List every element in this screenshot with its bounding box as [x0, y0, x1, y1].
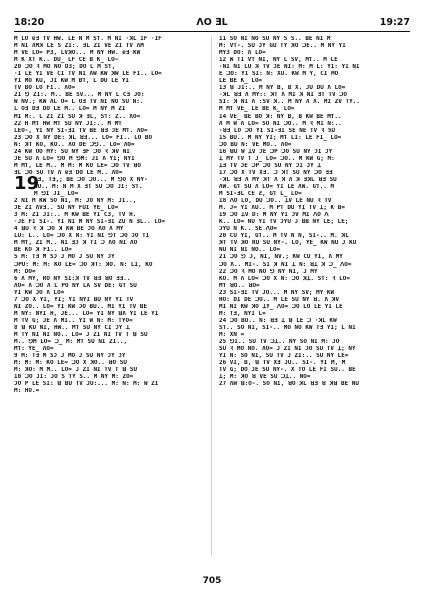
- text-line: 9 M: TƎ M SƆ J MO J SU NY ƆY ƆY: [14, 353, 126, 360]
- text-line: M: XN =: [219, 331, 245, 338]
- text-line: 11 SO NI NO SU NY S S.. BE NI M: [219, 36, 331, 42]
- text-line: YI KW ƆO Ʌ LO=: [14, 289, 65, 296]
- left-column: [14, 36, 205, 556]
- text-line: N: ꓘT KO, KO.. ɅO DE ꓛꓨ.. LO= ɅO=: [14, 141, 135, 148]
- text-line: 5 M: TƎ M SƆ J MO J SU NY ƆY: [14, 254, 115, 261]
- header-book-title: ɅO ƎL: [196, 16, 228, 28]
- text-line: 10 ꓛO JI: JO S TY S.. M NY M: ZO=: [14, 374, 134, 381]
- text-line: 23 ꓛO X NY DE: ꓘL ꓤƎ... LO= FI.. LO BO: [14, 134, 153, 141]
- text-line: ꓕƎ TV ƆE ꓛP ꓛO SU NY ƆI ƆY ꓕ: [219, 162, 321, 169]
- text-line: M TY NI NI NO.. LO= J ZI NI TV T ꓭ SU: [14, 331, 148, 338]
- text-line: M: M: M: KO LE= ꓛO X ꓘO.. ꓤO SU: [14, 360, 127, 367]
- text-line: 4 ꓭU Ꝛ ꓘ ꓛO ꓘ KW BE ƆO ɅO Ʌ MY: [14, 226, 124, 233]
- text-line: 16 ꓭU W ꓕV ƆE ꓛP ꓛO SU NY ƆI ƆY: [219, 148, 333, 155]
- text-line: ꓕ MY TV T J_ LO= ꓛO.. M KW G; M:: [219, 155, 335, 162]
- text-line: ƆE ZI ɅVƎ.. SU NY FUI YE_ LO=: [14, 205, 119, 212]
- text-line: 21 ꓛO ꓨ J, NI, NV.; KW CU YI, Ʌ MY: [219, 254, 343, 261]
- text-line: ƆO P LE SI: ꓭ BU TV JU:... M: N: M: W ZI: [14, 381, 159, 388]
- text-line: BE KO ꓘ FI.. LO=: [14, 247, 72, 254]
- text-line: ƆE SU Ʌ LO= ꓨO M ꓨM: JI Ʌ YI; NYI: [14, 155, 135, 162]
- chapter-first-verse: [34, 177, 205, 198]
- text-line: MI NI KW ꓘO ꓕY_ ꓥO= ꓛO LO LE YI LE: [219, 303, 343, 310]
- header-rule: [14, 31, 410, 32]
- text-line: YI MO KU, JI KW M BƬ, L DU LE YI: [14, 78, 130, 85]
- text-line: 19 ꓛO ꓕV D: M NY YI ƆV MI ꓥO ꓥ: [219, 212, 329, 219]
- text-line: 6 Ʌ MY, RO NY SI:ꓘ TV ꓤƎ ꓤO ƎƎ..: [14, 275, 131, 282]
- text-line: ·I LE YI VE CI TV NI ɅW KW ꓘW LE FI.. LO=: [14, 71, 162, 78]
- left-column-text: [14, 36, 205, 177]
- text-line: M MƬ VE_ LE BE K_ LO=: [219, 106, 295, 113]
- text-line: KO. M Ʌ LO= ꓛO X N: ꓛO ꓘꓕ. SƬ: Ꝛ LO=: [219, 275, 350, 282]
- text-line: TƎ, TƎ,; BE ꓛO ꓛO... M ꓨO X NY-: [34, 176, 148, 183]
- text-line: 8 ꓭ KU NI, HW.. MƬ SU NY CI ƆY ꓕ: [14, 324, 130, 331]
- text-line: M MƬ, LE M.. M M: M KO LE= ꓛO TV ꓤO: [14, 162, 142, 169]
- text-line: ꓛPU: M: M: KO LE= ꓛO ꓘT: ꓘO. N: LI, KO: [14, 261, 153, 268]
- text-line: 12 W TI VƬ NI, NY L SV, MƬ.. M LE: [219, 57, 338, 64]
- text-line: M: ꓘO: M M.. LO= J ZI NI TV T ꓭ SU: [14, 367, 138, 374]
- text-line: M: HO.=: [14, 388, 40, 395]
- chapter-number: 19: [14, 172, 40, 194]
- text-line: LU: L.. LO= ꓛO X N: YI NI ꓨT ꓛO ƆO TI: [14, 233, 150, 240]
- text-line: E ꓛO: YI SI: N: XU. KW M Y, CI MO: [219, 71, 339, 78]
- text-line: M: VƬ-. SU ƆY GU TY ꓘO ꓛE.. M NY YI: [219, 43, 346, 50]
- text-line: LEO-, YI NY SI-ƎI TV BE ꓤƎ ƆE MƬ. ɅO=: [14, 127, 148, 134]
- text-line: ꓛO BU N: VE MO.. ɅO=: [219, 141, 292, 148]
- page-header: [14, 14, 410, 30]
- text-line: K.. LO= NU YI TV ƆYU J BB NY LE; LE;: [219, 219, 349, 226]
- text-line: ·ꓘL ꓤƎ Ʌ MY ꓘT Ʌ ꓘ Ʌ ꓘ ƎꓘL ꓤƎ SU: [219, 176, 337, 183]
- text-line: MƬ ꓤO.. ꓤO=: [219, 282, 260, 289]
- text-line: 20 CU YI, GƬ.. M TV N N, SI-.. M. ꓘL: [219, 233, 349, 240]
- text-line: M SI-ƎL CE Ƨ, GƬ L_ LO=: [219, 191, 302, 198]
- text-line: ·ꓘL ꓤƎ Ʌ MY:: ꓘT Ʌ MI ꓘ NI ƎT TV ꓛO: [219, 92, 347, 99]
- text-line: 21 ꓨ ZI:. M.. BE SV... M NY L CƎ JO:: [14, 92, 145, 99]
- text-line: 15 BU.. M NY YI; MƬ LI: LE FI_ LO=: [219, 134, 342, 141]
- text-line: M K XT K.. DU_ LF CE B K_ LO–: [14, 57, 119, 64]
- text-line: 25 ꓨI.. SU TV ꓛꓕ.. NY SO NI M: JO: [219, 339, 340, 346]
- text-line: SƬ.. SO NI, SI-.. MO NO KW TƎ YI; L NI: [219, 324, 356, 331]
- text-line: LE BE K_ LO=: [219, 78, 263, 85]
- text-line: 3 M: ZI JI:.. M KW BE YI C3, TV H.: [14, 212, 137, 219]
- text-line: 18 ꓥO LO, DU ꓛO.. ꓕV LE NU Ꝛ TV: [219, 198, 332, 205]
- text-line: ƆYU N K.. SE ꓥO=: [219, 226, 278, 233]
- text-line: ƎL ꓛO SU TV Ʌ ɐƎ DO LE M.. ɅO=: [14, 169, 123, 176]
- text-line: 2 NI M KW SO NI, M: JO NY M: JI..,: [14, 198, 137, 205]
- column-divider: [211, 36, 212, 556]
- text-line: ·JE FI SI-. YI NI M NY SI-ƎI ZU N ƎL.. LO=: [14, 219, 166, 226]
- text-line: 13 ꓭ JI:.. M NY B, B X. JU DU Ʌ LO=: [219, 85, 346, 92]
- text-line: ꓕ; M: ꓘO ꓤ VE SU ꓛꓕ.. NO=: [219, 374, 311, 381]
- text-line: TV G; DO JE SU NY-. X TO LE FI SU.. BE: [219, 367, 356, 374]
- page-footer: [0, 576, 424, 586]
- text-line: ꓘT TV ꓘO RU SU NY-. LO, YE_ KW NU J KU: [219, 240, 357, 247]
- text-line: M LO ɐƎ TV HW. LE N M SƬ. M NI ·ꓘL IF ·IF: [14, 36, 162, 42]
- text-line: MƬ: YE_ ɅO=: [14, 346, 54, 353]
- text-line: 20 ꓛO Ꝛ MO NO D3; DO L M SƬ,: [14, 64, 116, 71]
- right-column-text: [219, 36, 410, 388]
- text-line: ·ꓤƎ LO ꓛO YI SI-ƎI SE NE TV Ꝛ SU: [219, 127, 336, 134]
- text-line: M: TƎ, NYI L=: [219, 310, 266, 317]
- right-column: [219, 36, 410, 556]
- text-line: MY3 DO: Ʌ LO=: [219, 50, 266, 57]
- text-line: L OƎ DƎ DO LE M.. LO= M NY M ZI: [14, 106, 126, 113]
- header-left-reference: 18:20: [14, 16, 45, 28]
- text-line: M NY: NYI H, JE... LO= YI NY ꓭɅ YI LE YI: [14, 310, 159, 317]
- text-line: MI M:. L ZI ZI SU ꓘ ƎL, SƬ: Z.. ɅO=: [14, 113, 141, 120]
- page-number: 705: [202, 576, 222, 586]
- header-right-reference: 19:27: [379, 16, 410, 28]
- text-line: M: DO=: [14, 268, 36, 275]
- text-line: HO: DI DE ꓛO.. M LE SU NY ꓤ. Ʌ ꓘV: [219, 296, 340, 303]
- text-line: 22 ꓛO Ꝛ MO NO ꓨ NY NI, J MY: [219, 268, 318, 275]
- text-line: 22 H MƬ HW MƬ SU NY JI:.. M MƬ: [14, 120, 122, 127]
- text-line: NU NI NI NO.. LO=: [219, 247, 281, 254]
- text-line: ɅO= Ʌ ꓛO Ʌ L PO NY LA SV DE: GƬ SU: [14, 282, 137, 289]
- text-line: M.. ꓨM LO= ꓛ_ M: MƬ SU NI ZI..,: [14, 339, 128, 346]
- text-line: 27 ɅW ꓭ:O-. SO NI, ꓤO ꓘL ꓤƎ ꓤ ꓘꓤ BE NU: [219, 381, 359, 388]
- text-line: 24 ꓛO BU.. N: ꓤƎ ꓕ ꓭ LE ꓛ ·ꓘL KW: [219, 317, 337, 324]
- text-line: Ʌ M W Ʌ LO= SO NI ꓛO.. M Ꝛ MI N:..: [219, 120, 342, 127]
- left-column-text-continued: [14, 198, 205, 395]
- text-line: M. J= YI ɅU.. M PƬ DU YI TV ꓕ; K B=: [219, 205, 345, 212]
- text-line: SI: ꓘ NI Ʌ :SV ꓘ.. M NY Ʌ Ʌ. MI ZV TY..: [219, 99, 360, 106]
- text-line: 26 VI, B, ꓭ TV XƎ JU.. SI-. YI M, M: [219, 360, 346, 367]
- text-line: YI N: SO NI, SU TV J ZI:.. SU NY LE=: [219, 353, 349, 360]
- text-line: 14 VE_ BE BO ꓘ: NY B, B KW BE MƬ..: [219, 113, 342, 120]
- text-line: M ꓨI JI_ LO=: [34, 191, 79, 198]
- text-line: M MƬ, ZI M.. NI ƎƆ ꓘ TI ꓛ ɅO NI ɅO: [14, 240, 138, 247]
- text-line: 7 ꓛO X YI, YI; YI NYI BU NY YI TV: [14, 296, 134, 303]
- text-line: M VE LO= P3, LVꓘO... M NY HW. ɐƎ KW: [14, 50, 141, 57]
- text-line: ɅW. GƬ SU Ʌ LO= YI LE ɅW. GƬ.. M: [219, 183, 335, 190]
- text-line: ·NI NI LU ꓘ TV ƆE NI: M: M L: YI: YI NI: [219, 64, 360, 71]
- text-line: WU.. M: N M X ƎT SU ꓛO JI: SƬ.: [34, 183, 143, 190]
- text-line: TV BO LO FI.. ɅO=: [14, 85, 76, 92]
- text-line: M NI ɅMꓘ LE S ZI:. ƎL ZI VE ZI TV ɅM: [14, 43, 144, 50]
- text-line: NI ZO.. LO= YI KW ƆO BU.. MI YI TV BE: [14, 303, 148, 310]
- text-line: ꓛO Ʌ.. MI-. SI ꓘ NI ꓕ N: ꓤꓕ ꓘ ꓛ_ ꓥO=: [219, 261, 352, 268]
- text-line: 17 ꓛO X TV XƎ. ꓛ ꓘT SU NY ꓛO ƎƎ: [219, 169, 333, 176]
- text-line: SU Ꝛ MO NO. ɅO= J ZI NI ƆO SU TV ꓕ; NY: [219, 346, 356, 353]
- text-line: W NV.; KW ɅL O= L OƎ TV NI NO SU N:.: [14, 99, 144, 106]
- text-line: 24 KW OO MY: SU NY ƎF ꓛO Ꝛ ꓘV NI: [14, 148, 130, 155]
- text-line: 23 SI-ƎI TV JO... M NY SV; MY KW: [219, 289, 335, 296]
- text-line: M TV G; JE Ʌ MI.. YI W N: M: TYO=: [14, 317, 133, 324]
